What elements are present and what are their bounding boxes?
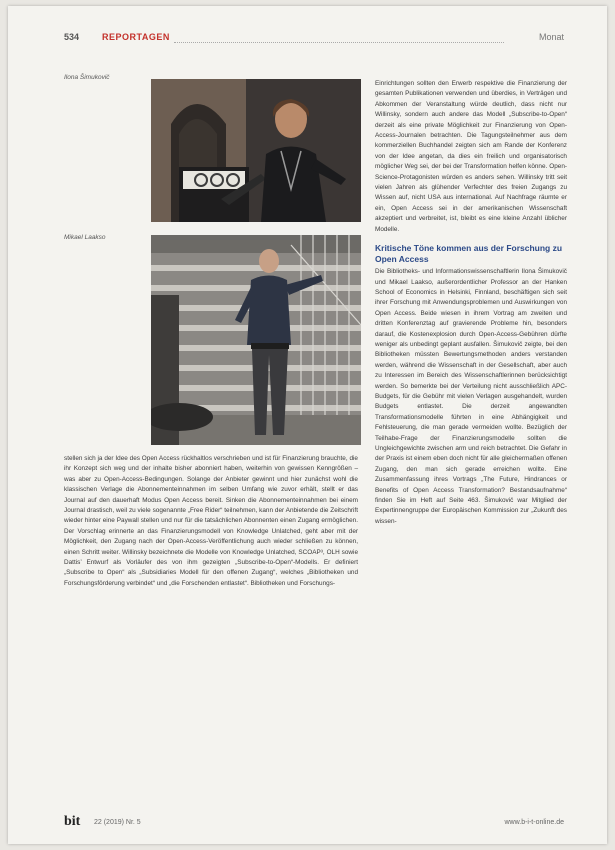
page-number: 534 [64,32,80,42]
bit-logo: bit [64,814,81,829]
speaker-photo-steps [151,235,361,445]
body-column-left [64,454,358,589]
section-heading: Kritische Töne kommen aus der Forschung zu Open Access [375,243,563,264]
photo-illustration-2 [151,235,361,445]
header-rule [174,42,504,43]
photo-illustration-1 [151,79,361,222]
section-title: REPORTAGEN [102,32,170,42]
body-column-right [375,79,567,527]
header-month: Monat [538,32,564,42]
magazine-page [8,6,607,844]
issue-label: 22 (2019) Nr. 5 [94,819,141,826]
page-header [64,32,564,46]
photo-caption-1: Ilona Šimukovič [64,74,110,81]
page-footer [64,814,564,830]
body-paragraph-intro: Einrichtungen sollten den Erwerb respektive die Finanzierung der gesamten Publikationen verwenden und überdies, in Verträgen und Abkommen der Veranstaltung würde deutlich, dass nicht nur Willinsky, sondern auch andere das Modell „Subscribe-to-Open“ derzeit als eine private Möglichkeit zur Finanzierung von Open-Access-Journalen betrachten. Die Tagungsteilnehmer aus dem kommerziellen Buchhandel zeigten sich am Rande der Konferenz von der Idee angetan, da dies ein freilich und organisatorisch möglicher Weg sei, der bei der Transformation helfen könne. Open-Science-Protagonisten würden es anders sehen. Willinsky tritt seit vielen Jahren als glühender Verfechter des freien Zugangs zu Wissen auf, nicht USA aus international. Auf Nachfrage räumte er ein, Open Access sei in der amerikanischen Wissenschaft akzeptiert und verbreitet, ist, bleibt es eine kleine Anzahl üblicher Modelle. [375,80,567,233]
body-paragraph-continued: Die Bibliotheks- und Informationswissenschaftlerin Ilona Šimukovič und Mikael Laakso, außerordentlicher Professor an der Hanken School of Economics in Helsinki, Finnland, beschäftigen sich seit ihrer Forschung mit Anwendungsproblemen und Auswirkungen von Open Access. Beide wiesen in ihrem Vortrag am zweiten und dritten Konferenztag auf gravierende Probleme hin, besonders darauf, die Kostenexplosion durch Open-Access-Gebühren dürfte weniger als unbedingt geplant ausfallen. Šimukovič zeigte, bei den Bibliotheken müssten Bewertungsmethoden anders verstanden werden, während die Wissenschaft in der Gesellschaft, aber auch zu Interessen im Bereich des Wissenschaftlerinnen berücksichtigt werden. So bemerkte bei der Verteilung nicht ausschließlich APC-Budgets, für die Gebühr mit vielen Verlagen ausgehandelt, wurden Budgets entlastet. Die derzeit angewandten Transformationsmodelle führten in eine Abhängigkeit und Fehlsteuerung, die man gerade vermeiden wollte. Bezüglich der Teilhabe-Frage der Finanzierungsmodelle sollten die Ungleichgewichte zwischen arm und reich betrachtet. Die Gefahr in der Praxis ist einem eben doch nicht für alle gleichermaßen offenen Zugang, den man sich gerade erreichen wollte. Eine Zusammenfassung ihres Vortrags „The Future, Hindrances or Benefits of Open Access Transformation? Bestandsaufnahme“ finden Sie im Heft auf Seite 463. Šimukovič war Mitglied der Expertinnengruppe der Europäischen Kommission zur „Zukunft des wissen- [375,268,567,525]
photo-caption-2: Mikael Laakso [64,234,106,241]
body-paragraph: stellen sich ja der Idee des Open Access rückhaltlos verschrieben und ist für Finanzierung brauchte, die ihr Konzept sich weg und der inhalte bisher abonniert haben, weiterhin von gewissen Kenngrößen – was aber zu Open-Access-Bedingungen. Solange der Anbieter gewinnt und hier zunächst wohl die klassischen Verlage die Abonnementeinnahmen im selben Umfang wie zuvor erhält, stellt er das Journal auf den dauerhaft Modus Open Access bereit. Sinken die Abonnementeinnahmen bei einem Journal drastisch, weil zu viele sogenannte „Free Rider“ teilnehmen, kann der Anbietende die Zeitschrift wieder hinter eine Paywall stellen und nur für die tatsächlichen Abonnenten einen Zugang ermöglichen. Der Vorschlag erinnerte an das Finanzierungsmodell von Knowledge Unlatched, geht aber mit der Möglichkeit, den Zugang nach der Open-Access-Veröffentlichung auch wieder schließen zu können, einen Schritt weiter. Willinsky bezeichnete die Modelle von Knowledge Unlatched, SCOAP³, OLH sowie Dattis’ Entwurf als Vorläufer des von ihm gezeigten „Subscribe-to-Open“-Modells. Er definiert „Subscribe to Open“ als „Subsidiaries Modell für den offenen Zugang“, welches „Bibliotheken und Forschungsförderung verbindet“ und „die Forschenden entlastet“. Bibliotheken und Forschungs- [64,455,358,587]
website-link[interactable]: www.b-i-t-online.de [504,819,564,826]
speaker-photo-podium [151,79,361,222]
